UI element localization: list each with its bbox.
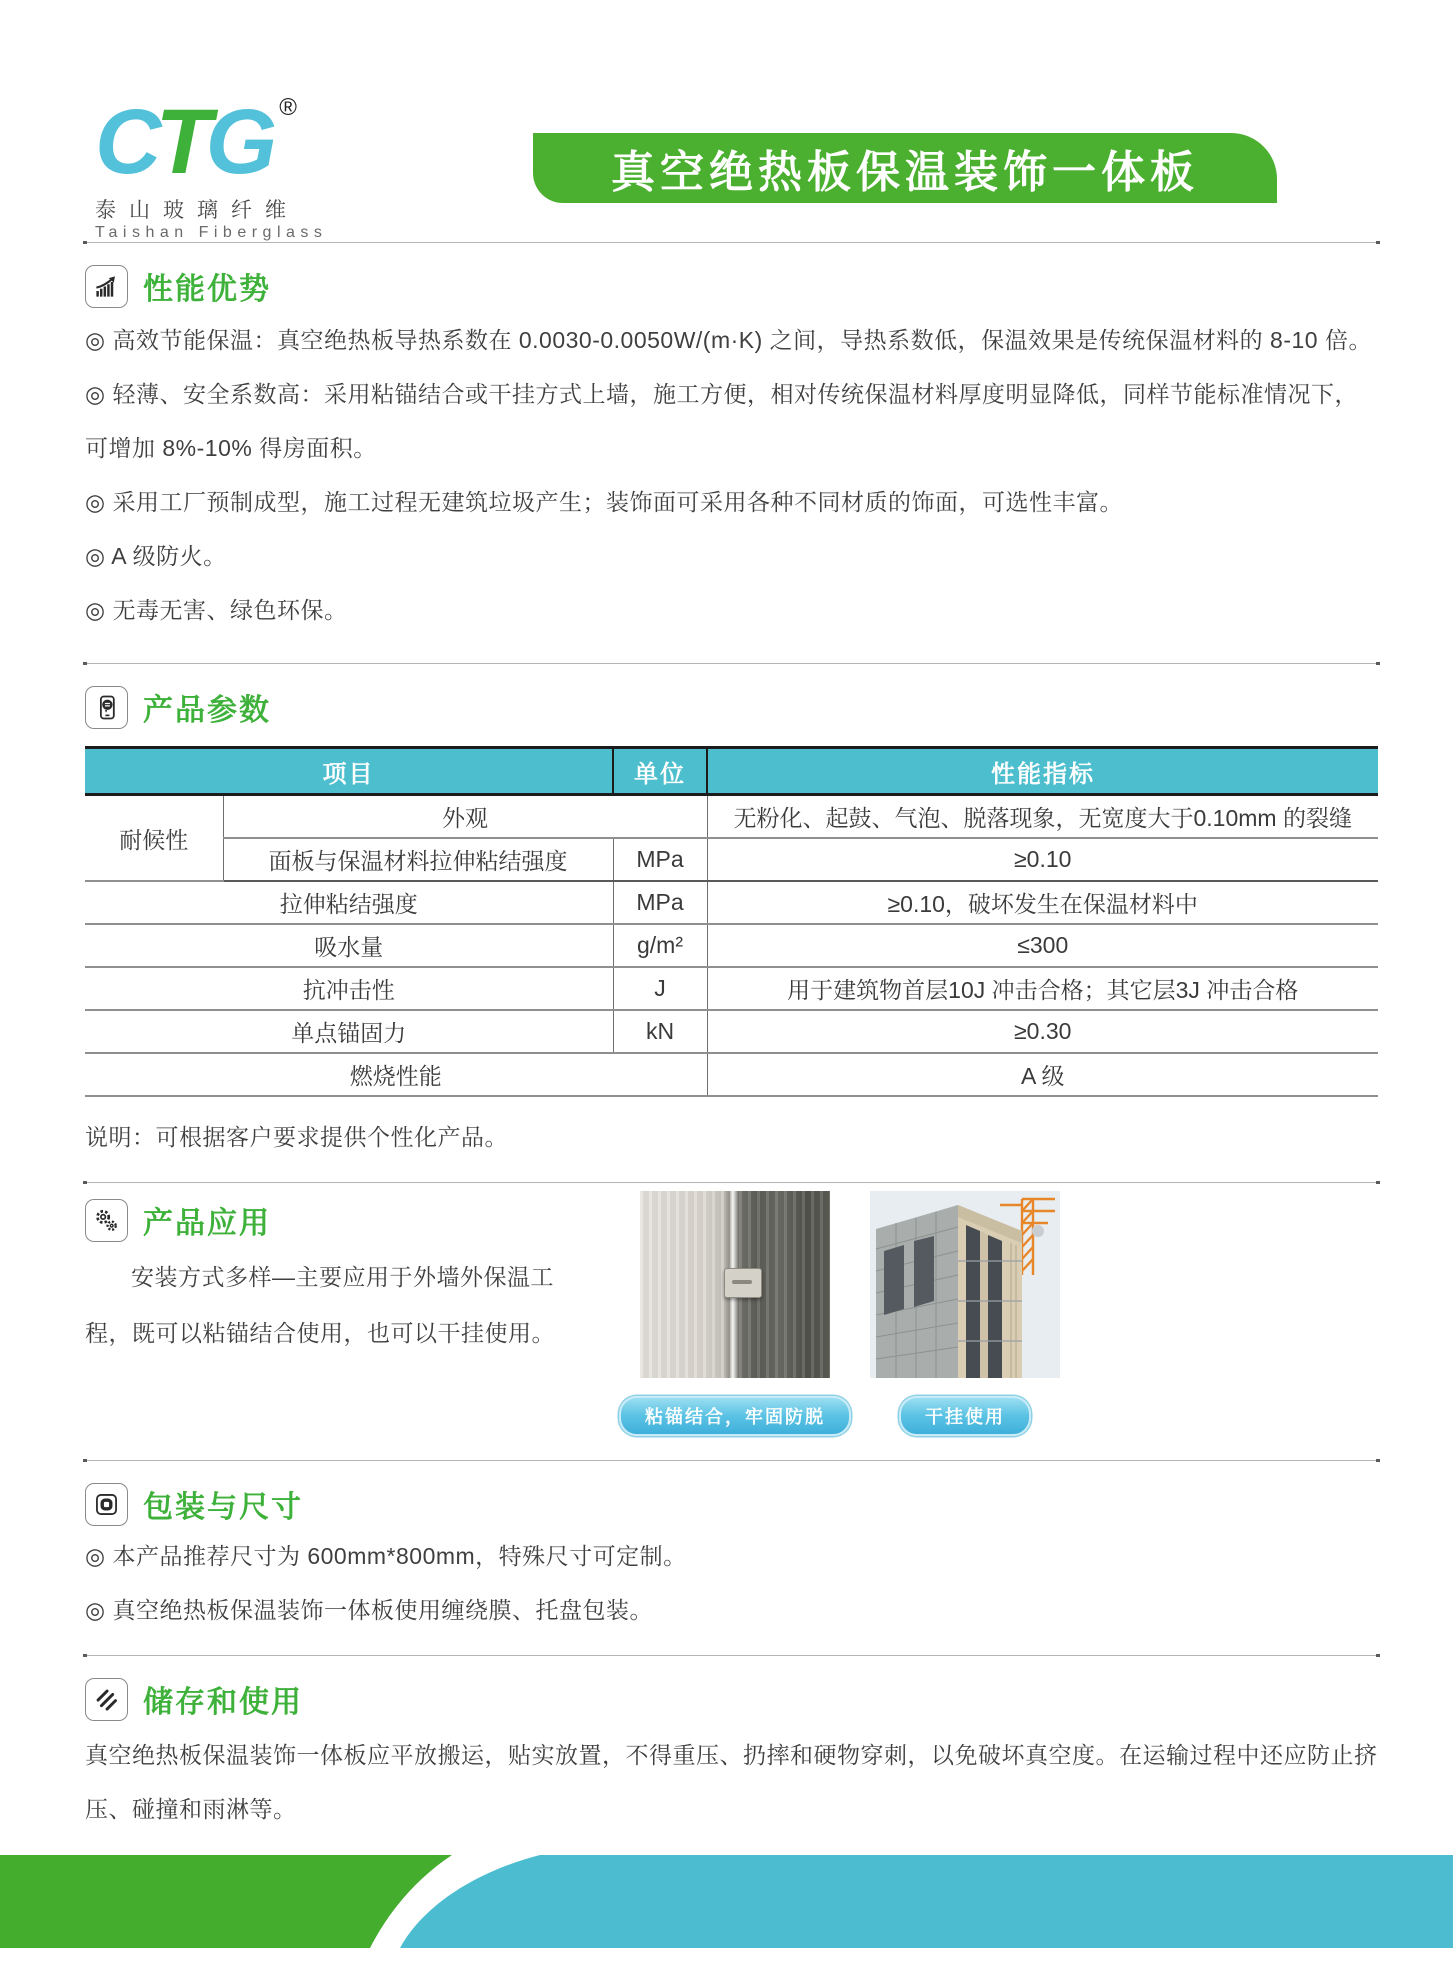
advantage-bullet: ◎ 轻薄、安全系数高：采用粘锚结合或干挂方式上墙，施工方便，相对传统保温材料厚度明显降低，同样节能标准情况下，可增加 8%-10% 得房面积。 bbox=[85, 381, 1358, 461]
table-row bbox=[85, 924, 1378, 967]
section-parameters-heading bbox=[85, 684, 1378, 730]
packaging-list bbox=[85, 1529, 1378, 1637]
ctg-logo bbox=[95, 62, 355, 242]
phone-message-icon bbox=[85, 686, 128, 729]
table-header-cell: 性能指标 bbox=[707, 748, 1378, 795]
table-row bbox=[85, 795, 1378, 839]
package-icon bbox=[85, 1483, 128, 1526]
page-content bbox=[0, 242, 1453, 1836]
table-cell: ≥0.10 bbox=[707, 838, 1378, 881]
photo-caption-badge: 干挂使用 bbox=[899, 1396, 1031, 1436]
ctg-logo-letters bbox=[95, 62, 355, 193]
table-row bbox=[85, 967, 1378, 1010]
section-applications bbox=[85, 1197, 1378, 1436]
footer-green-shape bbox=[0, 1855, 452, 1948]
page-title: 真空绝热板保温装饰一体板 bbox=[611, 148, 1199, 197]
gears-icon bbox=[85, 1199, 128, 1242]
page-header bbox=[0, 0, 1453, 242]
packaging-bullet: ◎ 本产品推荐尺寸为 600mm*800mm，特殊尺寸可定制。 bbox=[85, 1543, 687, 1569]
logo-letter-g: G bbox=[205, 91, 272, 193]
footer-band bbox=[0, 1855, 1453, 1948]
logo-english-name: Taishan Fiberglass bbox=[95, 224, 328, 241]
advantage-bullet: ◎ A 级防火。 bbox=[85, 543, 227, 569]
table-row bbox=[85, 1010, 1378, 1053]
table-cell: 单点锚固力 bbox=[85, 1010, 613, 1053]
table-cell: A 级 bbox=[707, 1053, 1378, 1096]
section-storage-heading bbox=[85, 1676, 1378, 1722]
table-row bbox=[85, 838, 1378, 881]
table-cell: 外观 bbox=[223, 795, 707, 839]
registered-trademark-icon: ® bbox=[279, 94, 297, 121]
table-cell: MPa bbox=[613, 838, 707, 881]
section-divider bbox=[85, 242, 1378, 243]
photo-card-anchor-mount bbox=[619, 1191, 851, 1436]
table-cell: 耐候性 bbox=[85, 795, 223, 882]
section-title-parameters: 产品参数 bbox=[143, 694, 271, 727]
table-cell: g/m² bbox=[613, 924, 707, 967]
advantage-bullet: ◎ 无毒无害、绿色环保。 bbox=[85, 597, 348, 623]
table-cell: J bbox=[613, 967, 707, 1010]
title-banner bbox=[533, 133, 1277, 203]
table-row bbox=[85, 881, 1378, 924]
table-cell: 拉伸粘结强度 bbox=[85, 881, 613, 924]
table-row bbox=[85, 1053, 1378, 1096]
stripes-icon bbox=[85, 1678, 128, 1721]
table-cell: 用于建筑物首层10J 冲击合格；其它层3J 冲击合格 bbox=[707, 967, 1378, 1010]
storage-text: 真空绝热板保温装饰一体板应平放搬运，贴实放置，不得重压、扔摔和硬物穿刺，以免破坏真空度。在运输过程中还应防止挤压、碰撞和雨淋等。 bbox=[85, 1742, 1378, 1822]
photo-caption-badge: 粘锚结合，牢固防脱 bbox=[619, 1396, 851, 1436]
params-table-body bbox=[85, 795, 1378, 1097]
section-divider bbox=[85, 1655, 1378, 1656]
table-cell: kN bbox=[613, 1010, 707, 1053]
logo-chinese-name: 泰山玻璃纤维 bbox=[95, 199, 299, 222]
table-cell: 无粉化、起鼓、气泡、脱落现象，无宽度大于0.10mm 的裂缝 bbox=[707, 795, 1378, 839]
section-title-advantages: 性能优势 bbox=[143, 273, 271, 306]
table-header-cell: 项目 bbox=[85, 748, 613, 795]
table-cell: 抗冲击性 bbox=[85, 967, 613, 1010]
section-packaging-heading bbox=[85, 1481, 1378, 1527]
section-divider bbox=[85, 1182, 1378, 1183]
table-cell: ≥0.10，破坏发生在保温材料中 bbox=[707, 881, 1378, 924]
anchor-bracket bbox=[724, 1268, 762, 1298]
advantage-bullet: ◎ 采用工厂预制成型，施工过程无建筑垃圾产生；装饰面可采用各种不同材质的饰面，可选性丰富。 bbox=[85, 489, 1123, 515]
chart-up-icon bbox=[85, 265, 128, 308]
applications-text-column bbox=[85, 1197, 555, 1361]
section-divider bbox=[85, 1460, 1378, 1461]
advantage-bullet: ◎ 高效节能保温：真空绝热板导热系数在 0.0030-0.0050W/(m·K) 之间，导热系数低，保温效果是传统保温材料的 8-10 倍。 bbox=[85, 327, 1372, 353]
photo-card-dry-hang bbox=[870, 1191, 1060, 1436]
table-cell: MPa bbox=[613, 881, 707, 924]
footer-teal-shape bbox=[400, 1855, 1453, 1948]
table-cell: ≥0.30 bbox=[707, 1010, 1378, 1053]
table-header-cell: 单位 bbox=[613, 748, 707, 795]
table-cell: 燃烧性能 bbox=[85, 1053, 707, 1096]
table-cell: 面板与保温材料拉伸粘结强度 bbox=[223, 838, 613, 881]
section-advantages-heading bbox=[85, 263, 1378, 309]
table-cell: 吸水量 bbox=[85, 924, 613, 967]
section-title-applications: 产品应用 bbox=[143, 1207, 271, 1240]
logo-letter-t: T bbox=[155, 91, 206, 193]
application-photos bbox=[619, 1191, 1060, 1436]
parameters-table bbox=[85, 746, 1378, 1097]
section-applications-heading bbox=[85, 1197, 555, 1243]
anchor-mount-photo bbox=[640, 1191, 830, 1378]
section-divider bbox=[85, 663, 1378, 664]
applications-text: 安装方式多样—主要应用于外墙外保温工程，既可以粘锚结合使用，也可以干挂使用。 bbox=[85, 1264, 555, 1346]
packaging-bullet: ◎ 真空绝热板保温装饰一体板使用缠绕膜、托盘包装。 bbox=[85, 1597, 653, 1623]
params-table-head-row bbox=[85, 748, 1378, 795]
advantages-list bbox=[85, 313, 1378, 637]
logo-letter-c: C bbox=[95, 91, 156, 193]
table-note: 说明：可根据客户要求提供个性化产品。 bbox=[85, 1124, 508, 1150]
table-cell: ≤300 bbox=[707, 924, 1378, 967]
dry-hang-photo bbox=[870, 1191, 1060, 1378]
section-title-storage: 储存和使用 bbox=[143, 1686, 303, 1719]
section-title-packaging: 包装与尺寸 bbox=[143, 1491, 303, 1524]
